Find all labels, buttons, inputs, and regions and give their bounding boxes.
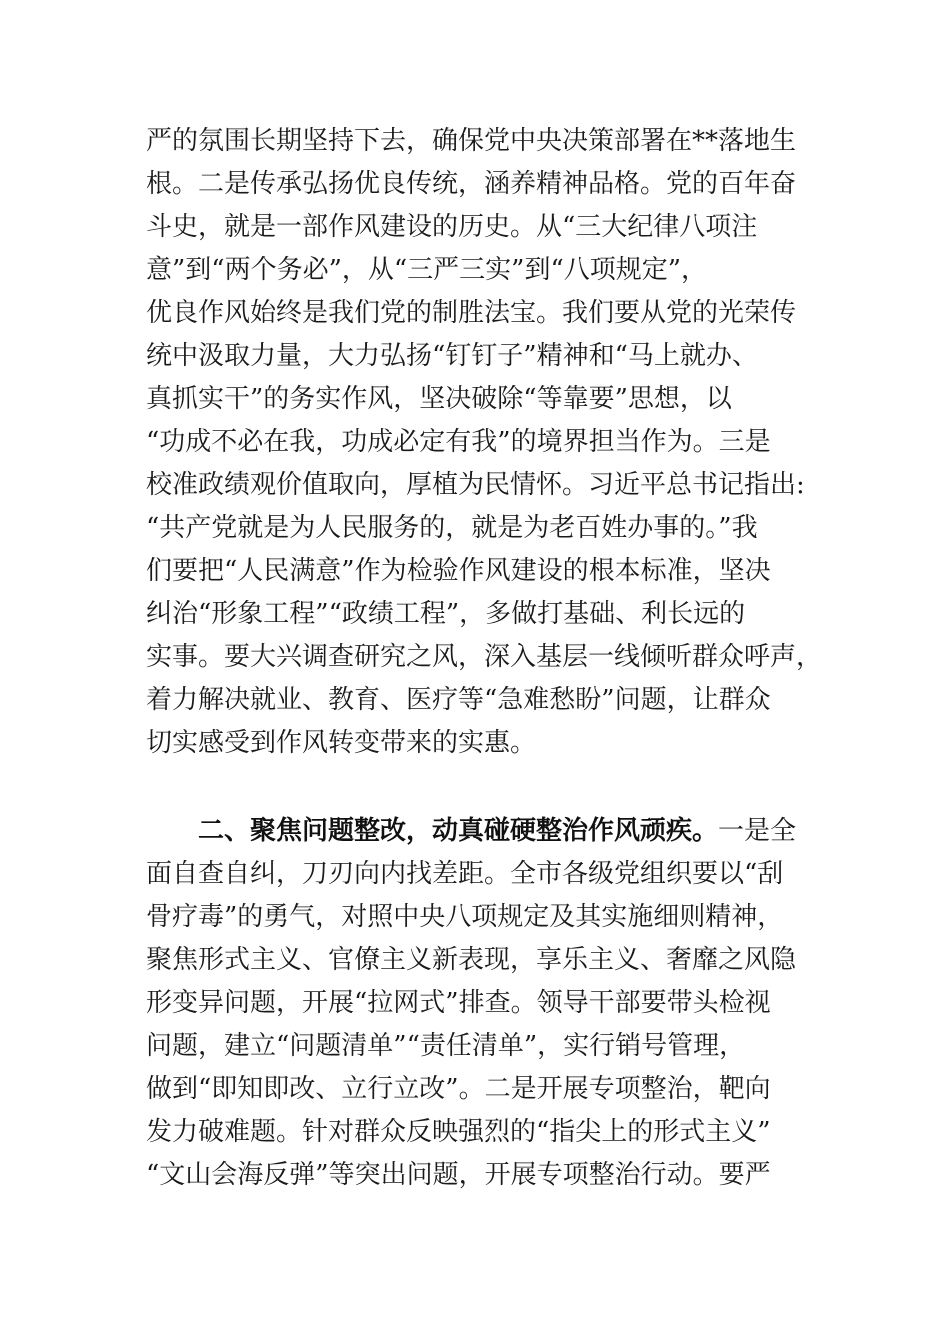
paragraph-line: 校准政绩观价值取向，厚植为民情怀。习近平总书记指出: (146, 470, 805, 500)
paragraph-line: “共产党就是为人民服务的，就是为老百姓办事的。”我 (146, 513, 758, 543)
paragraph-line: 发力破难题。针对群众反映强烈的“指尖上的形式主义” (146, 1117, 771, 1147)
paragraph-line: 着力解决就业、教育、医疗等“急难愁盼”问题，让群众 (146, 685, 771, 715)
paragraph-line: 实事。要大兴调查研究之风，深入基层一线倾听群众呼声， (146, 642, 823, 672)
paragraph-line: 严的氛围长期坚持下去，确保党中央决策部署在**落地生 (146, 126, 797, 156)
paragraph-line: “文山会海反弹”等突出问题，开展专项整治行动。要严 (146, 1160, 771, 1190)
paragraph-line: 纠治“形象工程”“政绩工程”，多做打基础、利长远的 (146, 599, 746, 629)
paragraph-line: 斗史，就是一部作风建设的历史。从“三大纪律八项注 (146, 212, 758, 242)
paragraph-line: 们要把“人民满意”作为检验作风建设的根本标准，坚决 (146, 556, 771, 586)
paragraph-line: 意”到“两个务必”，从“三严三实”到“八项规定”， (146, 255, 708, 285)
paragraph-line: 做到“即知即改、立行立改”。二是开展专项整治，靶向 (146, 1074, 771, 1104)
paragraph-line: 形变异问题，开展“拉网式”排查。领导干部要带头检视 (146, 988, 771, 1018)
paragraph-line: 真抓实干”的务实作风，坚决破除“等靠要”思想，以 (146, 384, 732, 414)
paragraph-line: 切实感受到作风转变带来的实惠。 (146, 728, 537, 758)
paragraph-line: “功成不必在我，功成必定有我”的境界担当作为。三是 (146, 427, 771, 457)
section-heading-line (198, 810, 806, 853)
paragraph-line: 面自查自纠，刀刃向内找差距。全市各级党组织要以“刮 (146, 859, 784, 889)
paragraph-line: 问题，建立“问题清单”“责任清单”，实行销号管理， (146, 1031, 746, 1061)
paragraph-line: 优良作风始终是我们党的制胜法宝。我们要从党的光荣传 (146, 298, 797, 328)
section-heading-tail: 一是全 (718, 816, 797, 846)
paragraph-line: 统中汲取力量，大力弘扬“钉钉子”精神和“马上就办、 (146, 341, 758, 371)
paragraph-line: 根。二是传承弘扬优良传统，涵养精神品格。党的百年奋 (146, 169, 797, 199)
paragraph-line: 聚焦形式主义、官僚主义新表现，享乐主义、奢靡之风隐 (146, 945, 797, 975)
section-heading: 二、聚焦问题整改，动真碰硬整治作风顽疾。 (198, 816, 719, 846)
paragraph-line: 骨疗毒”的勇气，对照中央八项规定及其实施细则精神， (146, 902, 784, 932)
